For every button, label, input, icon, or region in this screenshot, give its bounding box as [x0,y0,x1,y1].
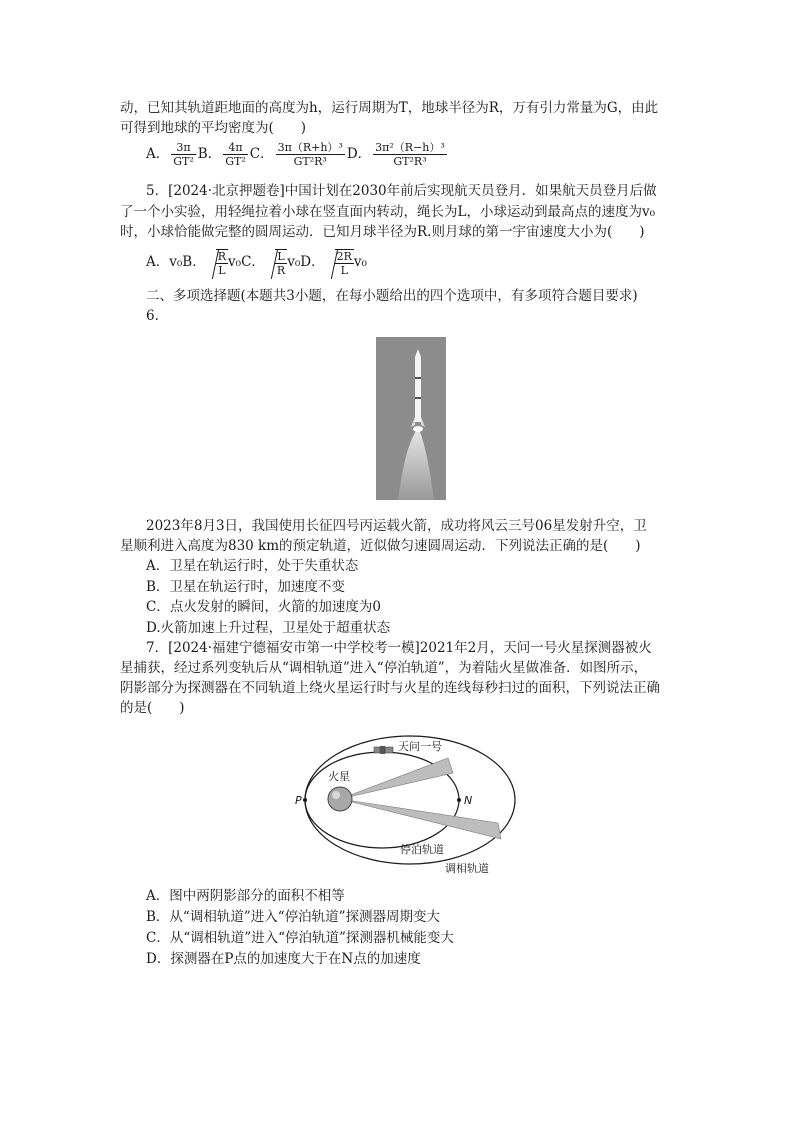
q5-optA: A．v₀ [146,254,183,270]
q5-stem-line2: 了一个小实验，用轻绳拉着小球在竖直面内转动，绳长为L，小球运动到最高点的速度为v₀ [120,204,656,220]
q7-stem-line1: 7．[2024·福建宁德福安市第一中学校考一模]2021年2月，天问一号火星探测器被火 [146,640,652,656]
q5-optC-label: C． [241,254,265,270]
q5-stem-line1: 5．[2024·北京押题卷]中国计划在2030年前后实现航天员登月．如果航天员登月后做 [146,183,657,199]
q5-options [146,246,367,279]
mars-label: 火星 [328,770,350,783]
q6-number: 6. [146,308,159,324]
q5-optD-sqrt: $\frac{2R}{L}$ [327,247,354,279]
q4-optA-fraction: $\frac{3\pi}{\text{GT²}}$ [173,141,194,168]
mars-icon [328,787,352,811]
q5-optD-label: D． [300,254,325,270]
point-n-dot [457,798,461,802]
parking-orbit-label: 停泊轨道 [400,843,444,856]
q5-optB-label: B． [182,254,206,270]
q5-stem-line3: 时，小球恰能做完整的圆周运动．已知月球半径为R.则月球的第一宇宙速度大小为( ) [120,224,645,240]
q7-optB: B．从“调相轨道”进入“停泊轨道”探测器周期变大 [146,909,441,925]
q6-stem-line2: 星顺利进入高度为830 km的预定轨道，近似做匀速圆周运动．下列说法正确的是( ) [120,538,641,554]
phasing-orbit-label: 调相轨道 [445,862,489,875]
q4-optB-fraction: $\frac{4\pi}{\text{GT²}}$ [225,141,246,168]
point-n-label: N [464,794,473,807]
shaded-area-lower [340,799,501,839]
q7-optA: A．图中两阴影部分的面积不相等 [146,888,345,904]
q4-optD-label: D． [346,146,372,162]
q4-optB-label: B． [197,146,222,162]
q4-options [146,140,449,168]
q6-optD: D.火箭加速上升过程，卫星处于超重状态 [146,620,391,636]
point-p-dot [303,798,307,802]
q6-optB: B．卫星在轨运行时，加速度不变 [146,579,345,595]
q5-optB-sqrt: $\frac{R}{L}$ [208,247,228,279]
q5-optB-v0: v₀ [228,254,242,270]
rocket-icon [376,337,446,500]
q7-stem-line3: 阴影部分为探测器在不同轨道上绕火星运行时与火星的连线每秒扫过的面积，下列说法正确 [120,680,660,696]
shaded-area-upper [340,758,453,799]
q5-optD-v0: v₀ [353,254,367,270]
q7-stem-line4: 的是( ) [120,700,185,716]
q7-stem-line2: 星捕获，经过系列变轨后从“调相轨道”进入“停泊轨道”，为着陆火星做准备．如图所示， [120,660,648,676]
q4-optA-label: A． [146,146,170,162]
section2-heading: 二、多项选择题(本题共3小题，在每小题给出的四个选项中，有多项符合题目要求) [146,288,638,304]
rocket-launch-image [376,337,446,500]
orbit-diagram [290,728,530,878]
probe-icon [374,746,393,754]
q6-optA: A．卫星在轨运行时，处于失重状态 [146,558,359,574]
q7-optD: D．探测器在P点的加速度大于在N点的加速度 [146,951,421,967]
point-p-label: P [295,794,302,807]
q4-optC-fraction: $\frac{\text{3π（R+h）³}}{\text{GT²R³}}$ [277,141,343,168]
q4-stem-line1: 动，已知其轨道距地面的高度为h，运行周期为T，地球半径为R，万有引力常量为G，由此 [120,100,659,116]
q4-optD-fraction: $\frac{\text{3π²（R−h）³}}{\text{GT²R³}}$ [375,141,445,168]
q5-optC-v0: v₀ [287,254,301,270]
q6-stem-line1: 2023年8月3日，我国使用长征四号丙运载火箭，成功将风云三号06星发射升空，卫 [146,518,647,534]
q5-optC-sqrt: $\frac{L}{R}$ [267,247,287,279]
q4-optC-label: C． [249,146,274,162]
q7-optC: C．从“调相轨道”进入“停泊轨道”探测器机械能变大 [146,930,454,946]
probe-label: 天问一号 [398,740,442,753]
q4-stem-line2: 可得到地球的平均密度为( ) [120,120,307,136]
q6-optC: C．点火发射的瞬间，火箭的加速度为0 [146,599,381,615]
